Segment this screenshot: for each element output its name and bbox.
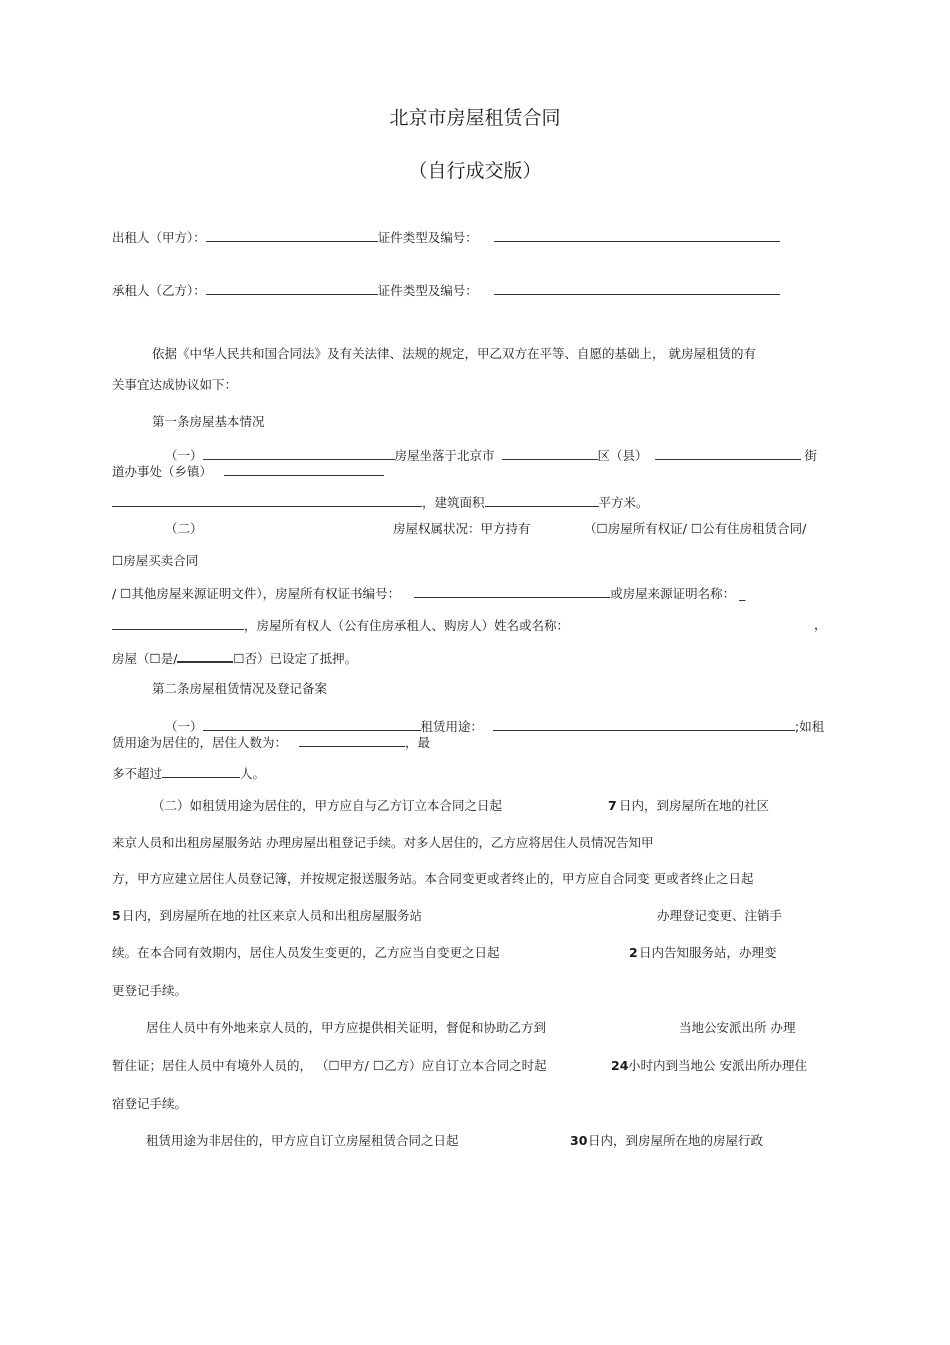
a1-2-ownership: 房屋权属状况：甲方持有 [393, 521, 531, 536]
lessor-label: 出租人（甲方）： [112, 230, 206, 245]
para-8-hours: 24 [611, 1058, 629, 1073]
a2-1-line [165, 718, 824, 735]
a1-1-line [165, 447, 817, 464]
a2-1-max: ，最 [405, 735, 431, 750]
para-5c: 日内告知服务站，办理变 [639, 945, 777, 960]
para-7b: 当地公安派出所 办理 [679, 1020, 796, 1035]
a1-2-mortgage-line [112, 649, 357, 667]
a1-2-other: / ☐其他房屋来源证明文件），房屋所有权证书编号： [112, 586, 401, 601]
intro-line-1: 依据《中华人民共和国合同法》及有关法律、法规的规定，甲乙双方在平等、自愿的基础上， 就房屋租赁的有 [152, 346, 756, 361]
para-1a: （二）如租赁用途为居住的，甲方应自与乙方订立本合同之日起 [152, 798, 503, 813]
a2-1-max-line [112, 765, 265, 782]
a1-1-sub-blank [224, 463, 384, 476]
a1-2-proof-blank [112, 617, 244, 630]
a2-1-residents-blank [299, 734, 405, 747]
a1-1-sub: 道办事处（乡镇） [112, 464, 213, 479]
a2-1-if: ;如租 [795, 719, 825, 734]
lessee-line [112, 282, 780, 299]
intro-line-2: 关事宜达成协议如下： [112, 377, 238, 392]
a1-1-area-blank [485, 494, 599, 507]
a1-2-other-line [112, 585, 745, 602]
a1-1-district-blank [655, 447, 801, 460]
article-1-title: 第一条房屋基本情况 [152, 414, 265, 429]
a2-1-prefix: （一） [165, 719, 203, 734]
a1-2-owner-line [112, 617, 569, 634]
para-8a: 暂住证；居住人员中有境外人员的， （☐甲方/ ☐乙方）应自订立本合同之时起 [112, 1058, 547, 1073]
a2-1-blank [203, 718, 421, 731]
para-4b: 日内，到房屋所在地的社区来京人员和出租房屋服务站 [122, 908, 423, 923]
lessee-name-blank [206, 282, 378, 295]
a2-1-residents-line [112, 734, 430, 751]
a1-2-comma: ， [814, 617, 827, 632]
a1-1-area: ，建筑面积 [422, 495, 485, 510]
para-4-days: 5 [112, 908, 121, 923]
a2-1-people: 人。 [240, 766, 266, 781]
document-title: 北京市房屋租赁合同 [389, 107, 561, 129]
a2-1-use-blank [493, 718, 795, 731]
a1-2-prefix: （二） [165, 521, 203, 536]
a1-1-address-blank [112, 494, 422, 507]
para-8c: 小时内到当地公 安派出所办理住 [628, 1058, 807, 1073]
para-10a: 租赁用途为非居住的，甲方应自订立房屋租赁合同之日起 [146, 1133, 459, 1148]
lessor-id-label: 证件类型及编号： [377, 230, 478, 245]
a1-1-district: 区（县） [597, 448, 648, 463]
a2-1-max-blank [162, 765, 240, 778]
para-1c: 日内，到房屋所在地的社区 [619, 798, 770, 813]
a1-2-owner: ，房屋所有权人（公有住房承租人、购房人）姓名或名称： [244, 618, 570, 633]
para-4c: 办理登记变更、注销手 [657, 908, 783, 923]
a1-1-sub-line [112, 463, 384, 480]
lessee-id-blank [494, 282, 780, 295]
lessor-name-blank [206, 229, 378, 242]
a1-1-prefix: （一） [165, 448, 203, 463]
a1-2-mortgage-a: 房屋（☐是/ [112, 651, 178, 666]
lessee-id-label: 证件类型及编号： [377, 283, 478, 298]
para-10c: 日内，到房屋所在地的房屋行政 [588, 1133, 764, 1148]
a1-1-city-blank [502, 447, 598, 460]
a1-2-mortgage-blank [177, 649, 233, 663]
para-5-days: 2 [629, 945, 638, 960]
para-6: 更登记手续。 [112, 983, 188, 998]
a2-1-residents: 赁用途为居住的，居住人数为： [112, 735, 288, 750]
a2-1-use: 租赁用途： [420, 719, 484, 734]
a1-1-blank [203, 447, 395, 460]
a1-1-sqm: 平方米。 [598, 495, 649, 510]
para-2: 来京人员和出租房屋服务站 办理房屋出租登记手续。对多人居住的，乙方应将居住人员情况告知甲 [112, 835, 654, 850]
a1-2-options: （☐房屋所有权证/ ☐公有住房租赁合同/ [584, 521, 807, 536]
a1-2-cert-blank [414, 585, 610, 598]
para-10-days: 30 [570, 1133, 588, 1148]
a1-2-proof: 或房屋来源证明名称： _ [610, 586, 746, 601]
lessor-line [112, 229, 780, 246]
a2-1-max2: 多不超过 [112, 766, 163, 781]
a1-2-mortgage-b: ☐否）已设定了抵押。 [233, 651, 358, 666]
para-5a: 续。在本合同有效期内，居住人员发生变更的，乙方应当自变更之日起 [112, 945, 500, 960]
article-2-title: 第二条房屋租赁情况及登记备案 [152, 681, 328, 696]
para-9: 宿登记手续。 [112, 1096, 188, 1111]
a1-1-located: 房屋坐落于北京市 [394, 448, 495, 463]
a1-1-area-line [112, 494, 649, 511]
para-3: 方，甲方应建立居住人员登记簿，并按规定报送服务站。本合同变更或者终止的，甲方应自合同变 更或者终止之日起 [112, 871, 754, 886]
a1-2-sale: ☐房屋买卖合同 [112, 553, 199, 568]
para-1-days: 7 [608, 798, 617, 813]
lessor-id-blank [494, 229, 780, 242]
a1-1-street: 街 [804, 448, 818, 463]
document-subtitle: （自行成交版） [408, 160, 542, 182]
lessee-label: 承租人（乙方）： [112, 283, 206, 298]
para-7a: 居住人员中有外地来京人员的，甲方应提供相关证明，督促和协助乙方到 [146, 1020, 547, 1035]
